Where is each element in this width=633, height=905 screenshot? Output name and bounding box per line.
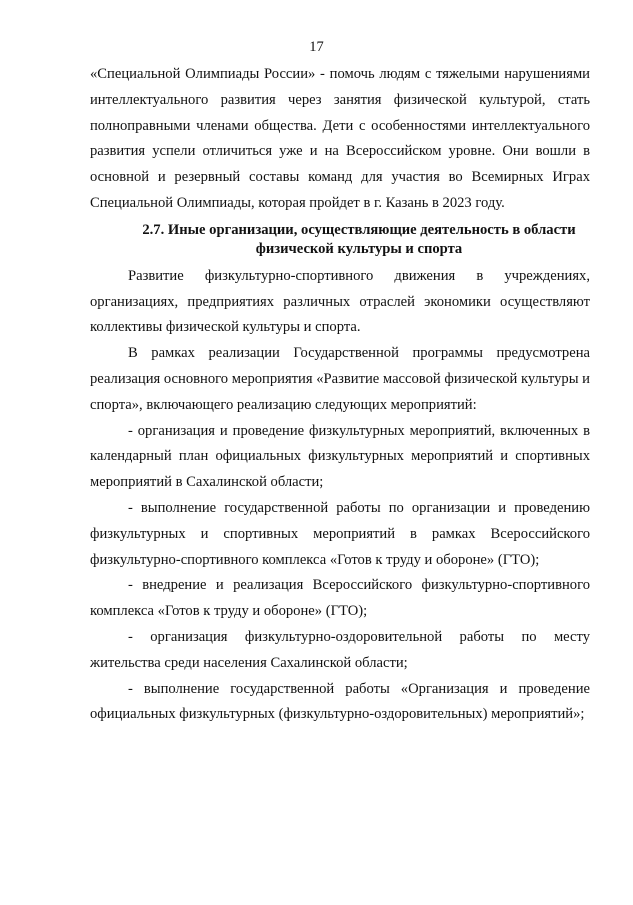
list-item-official-events: - выполнение государственной работы «Организация и проведение официальных физкультурных (физкультурно-оздоровительных) мероприятий»; xyxy=(90,680,590,723)
paragraph-state-program: В рамках реализации Государственной программы предусмотрена реализация основного мероприятия «Развитие массовой физической культуры и спорта», включающего реализацию следующих мероприятий: xyxy=(90,345,590,413)
intro-paragraph: «Специальной Олимпиады России» - помочь людям с тяжелыми нарушениями интеллектуального развития через занятия физической культурой, стать полноправными членами общества. Дети с особенностями интеллектуального развития успели отличиться уже и на Всероссийском уровне. Они вошли в основной и резервный составы команд для участия во Всемирных Играх Специальной Олимпиады, которая пройдет в г. Казань в 2023 году. xyxy=(90,66,590,211)
section-heading-line-2: физической культуры и спорта xyxy=(255,240,463,257)
page-number: 17 xyxy=(309,39,324,55)
section-heading xyxy=(90,221,590,259)
list-item-calendar-plan: - организация и проведение физкультурных мероприятий, включенных в календарный план официальных физкультурных мероприятий и спортивных мероприятий в Сахалинской области; xyxy=(90,422,590,491)
list-item-residence-work: - организация физкультурно-оздоровительной работы по месту жительства среди населения Сахалинской области; xyxy=(90,628,590,671)
section-heading-line-1: 2.7. Иные организации, осуществляющие деятельность в области xyxy=(142,221,576,238)
list-item-gto-implementation: - внедрение и реализация Всероссийского физкультурно-спортивного комплекса «Готов к труду и обороне» (ГТО); xyxy=(90,577,590,620)
list-item-gto-events: - выполнение государственной работы по организации и проведению физкультурных и спортивных мероприятий в рамках Всероссийского физкультурно-спортивного комплекса «Готов к труду и обороне» (ГТО); xyxy=(90,499,590,568)
document-body xyxy=(90,62,590,728)
paragraph-movement: Развитие физкультурно-спортивного движения в учреждениях, организациях, предприятиях различных отраслей экономики осуществляют коллективы физической культуры и спорта. xyxy=(90,267,590,336)
